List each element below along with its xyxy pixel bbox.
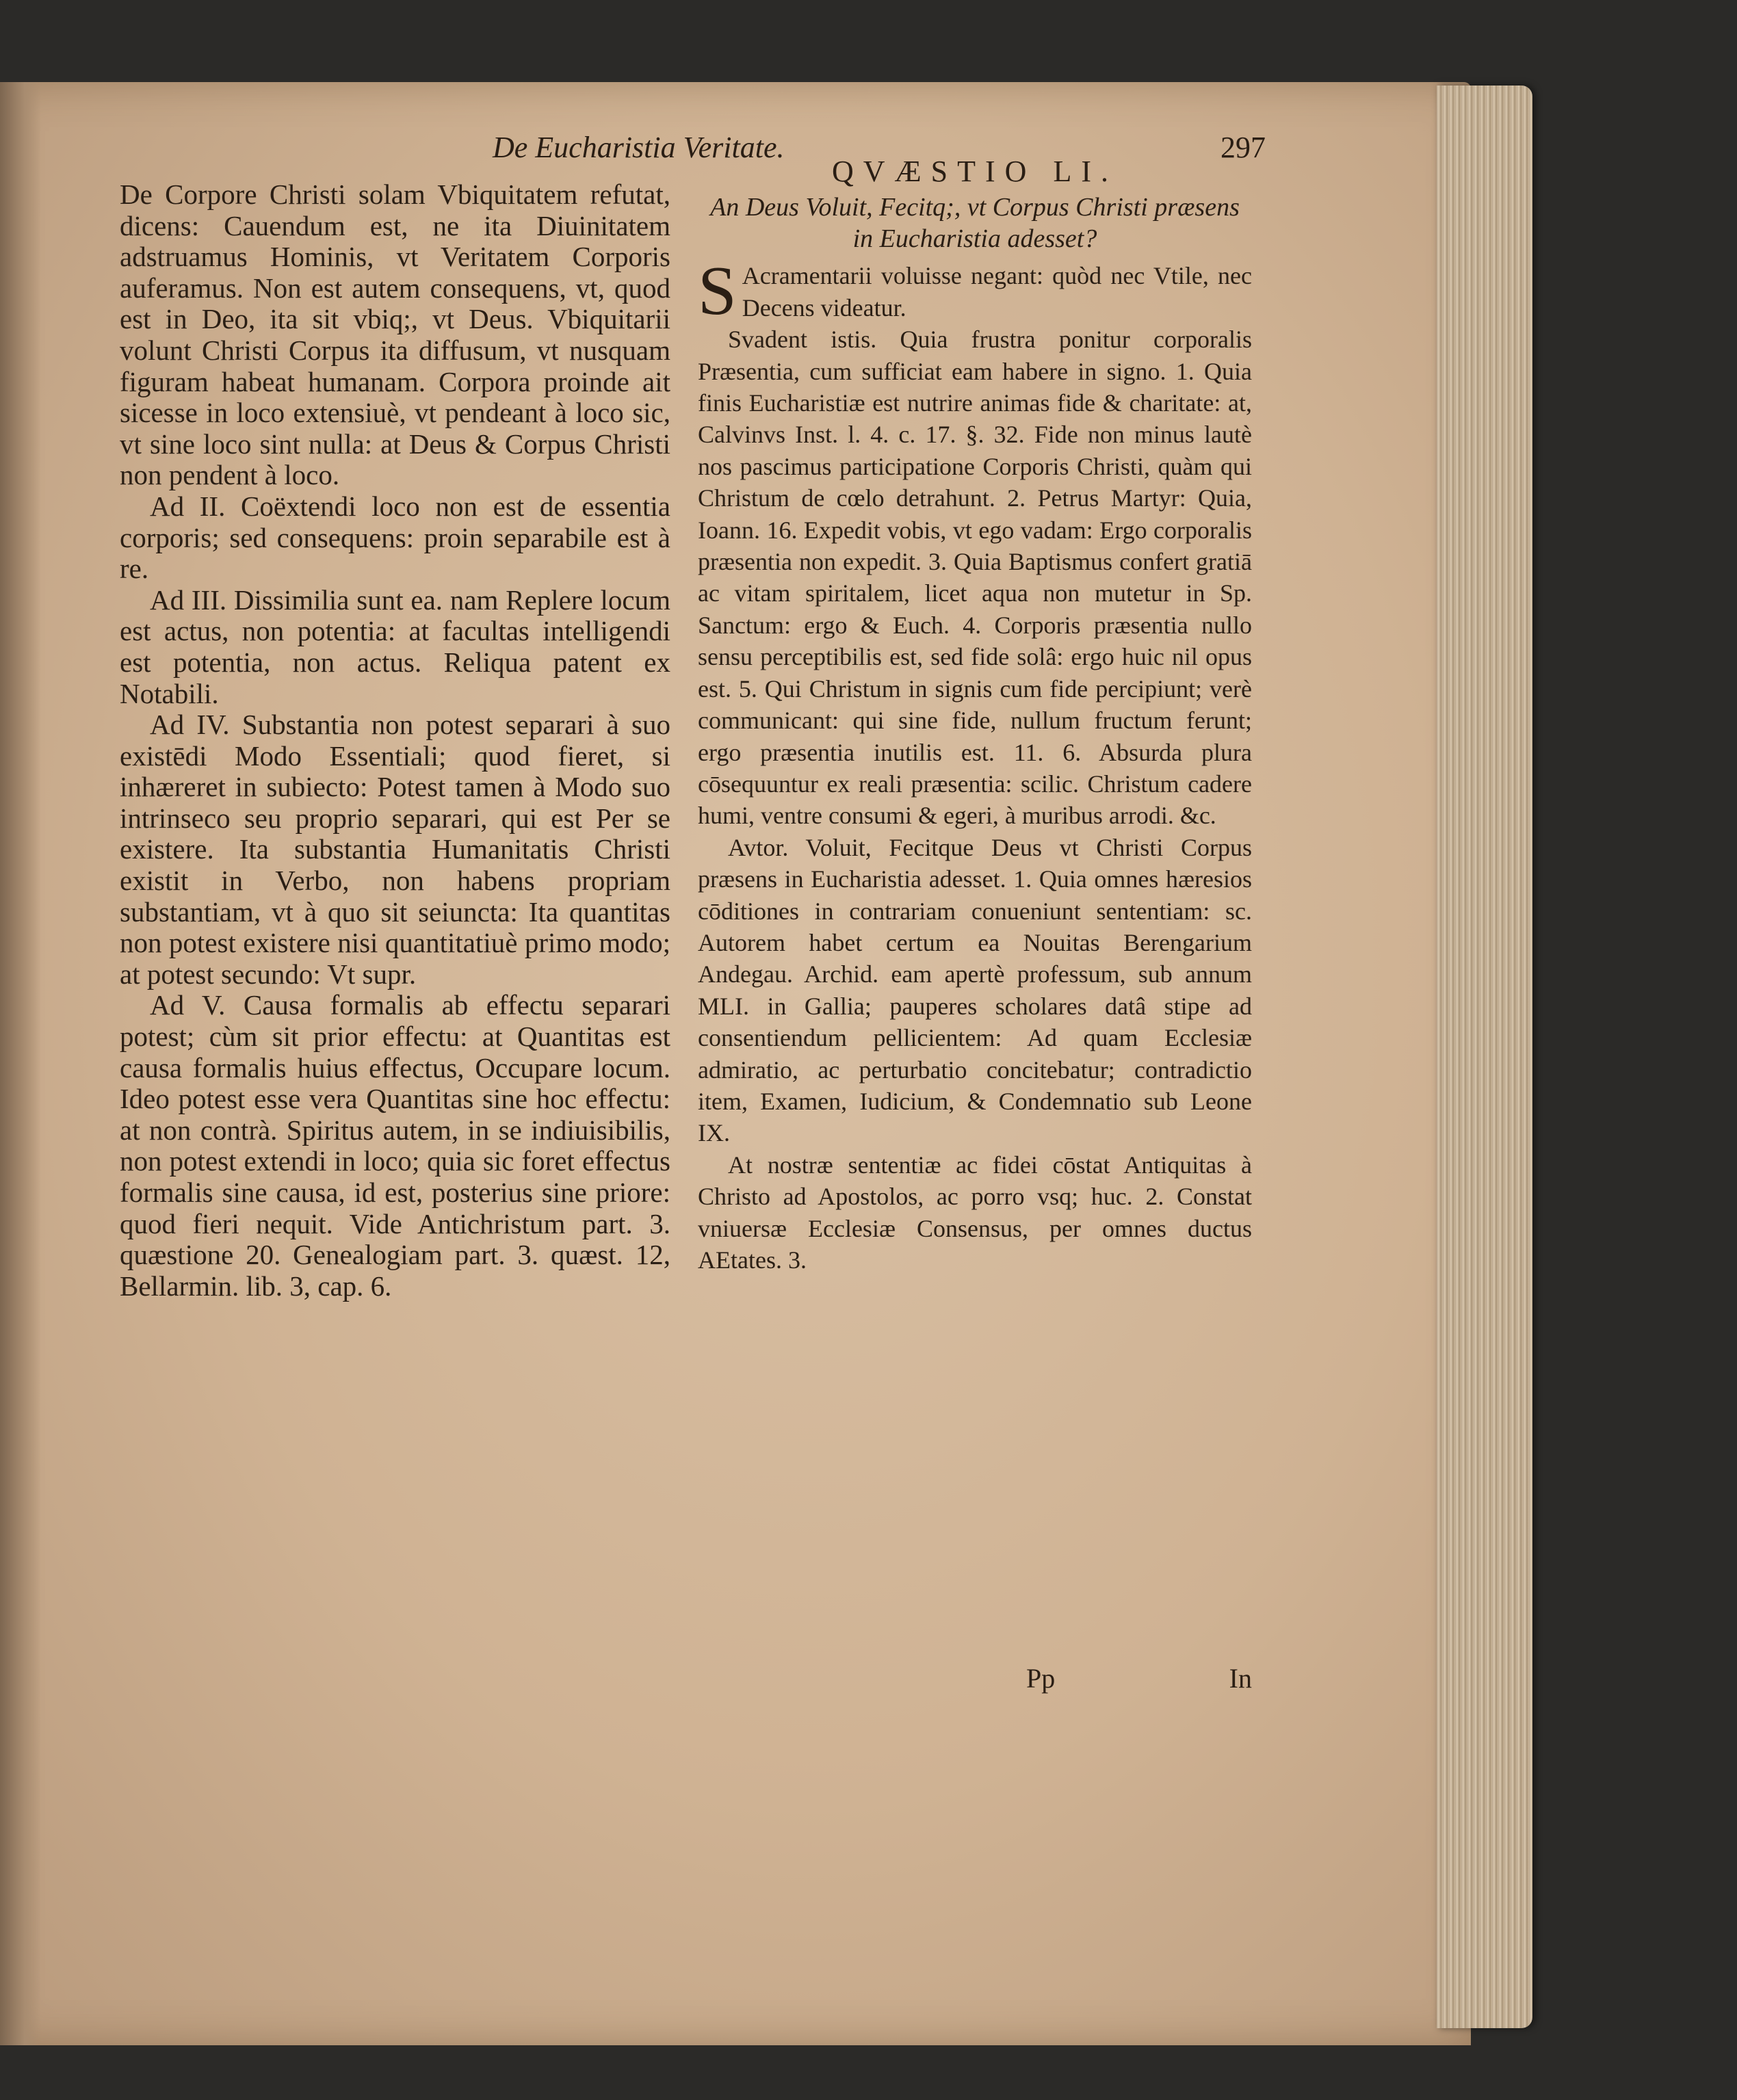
question-subtitle: An Deus Voluit, Fecitq;, vt Corpus Christi præsens in Eucharistia adesset? — [710, 193, 1240, 254]
right-paragraph-svadent: Svadent istis. Quia frustra ponitur corporalis Præsentia, cum sufficiat eam habere in signo. 1. Quia finis Eucharistiæ est nutrire animas fide & charitate: at, Calvinvs Inst. l. 4. c. 17. §. 32. Fide non minus lautè nos pascimus participatione Corporis Christi, quàm qui Christum de cœlo detrahunt. 2. Petrus Martyr: Quia, Ioann. 16. Expedit vobis, vt ego vadam: Ergo corporalis præsentia non expedit. 3. Quia Baptismus confert gratiā ac vitam spiritalem, licet aqua non mutetur in Sp. Sanctum: ergo & Euch. 4. Corporis præsentia nullo sensu perceptibilis est, sed fide solâ: ergo huic nil opus est. 5. Qui Christum in signis cum fide percipiunt; verè communicant: qui sine fide, nullum fructum ferunt; ergo præsentia inutilis est. 11. 6. Absurda plura cōsequuntur ex reali præsentia: scilic. Christum cadere humi, ventre consumi & egeri, à muribus arrodi. &c. — [698, 326, 1252, 830]
right-column — [698, 156, 1252, 1276]
right-paragraph-1-text: Acramentarii voluisse negant: quòd nec Vtile, nec Decens videatur. — [742, 262, 1252, 321]
left-column — [120, 179, 670, 1302]
page-footer — [698, 1662, 1252, 1696]
right-paragraph-avtor: Avtor. Voluit, Fecitque Deus vt Christi Corpus præsens in Eucharistia adesset. 1. Quia omnes hæresios cōditiones in contrariam conueniunt sententiam: sc. Autorem habet certum ea Nouitas Berengarium Andegau. Archid. eam apertè professum, sub annum MLI. in Gallia; pauperes scholares datâ stipe ad consentiendum pellicientem: Ad quam Ecclesiæ admiratio, ac perturbatio concitebatur; contradictio item, Examen, Iudicium, & Condemnatio sub Leone IX. — [698, 833, 1252, 1147]
book-gutter — [0, 82, 41, 2045]
right-paragraph-1 — [698, 252, 1252, 330]
running-title: De Eucharistia Veritate. — [493, 131, 785, 164]
catchword: In — [1229, 1663, 1252, 1694]
left-paragraph-ad-v: Ad V. Causa formalis ab effectu separari potest; cùm sit prior effectu: at Quantitas est causa formalis huius effectus, Occupare locum. Ideo potest esse vera Quantitas sine hoc effectu: at non contrà. Spiritus autem, in se indiuisibilis, non potest extendi in loco; quia sic foret effectus formalis sine causa, id est, posterius sine priore: quod fieri nequit. Vide Antichristum part. 3. quæstione 20. Genealogiam part. 3. quæst. 12, Bellarmin. lib. 3, cap. 6. — [120, 989, 670, 1302]
left-paragraph-1: De Corpore Christi solam Vbiquitatem refutat, dicens: Cauendum est, ne ita Diuinitatem adstruamus Hominis, vt Veritatem Corporis auferamus. Non est autem consequens, vt, quod est in Deo, ita sit vbiq;, vt Deus. Vbiquitarii volunt Christi Corpus ita diffusum, vt nusquam figuram habeat humanam. Corpora proinde ait sicesse in loco extensiuè, vt pendeant à loco sic, vt sine loco sint nulla: at Deus & Corpus Christi non pendent à loco. — [120, 179, 670, 491]
page-edges — [1437, 86, 1532, 2028]
signature-mark: Pp — [1026, 1663, 1056, 1694]
question-title: QVÆSTIO LI. — [832, 155, 1118, 188]
left-paragraph-ad-iii: Ad III. Dissimilia sunt ea. nam Replere locum est actus, non potentia: at facultas intelligendi est potentia, non actus. Reliqua patent ex Notabili. — [120, 583, 670, 709]
dropcap: S — [698, 252, 737, 330]
page-number: 297 — [1220, 131, 1266, 164]
right-paragraph-at-nostrae: At nostræ sententiæ ac fidei cōstat Antiquitas à Christo ad Apostolos, ac porro vsq; huc. 2. Constat vniuersæ Ecclesiæ Consensus, per omnes ductus AEtates. 3. — [698, 1151, 1252, 1274]
left-paragraph-ad-ii: Ad II. Coëxtendi loco non est de essentia corporis; sed consequens: proin separabile est à re. — [120, 490, 670, 585]
left-paragraph-ad-iv: Ad IV. Substantia non potest separari à suo existēdi Modo Essentiali; quod fieret, si inhæreret in subiecto: Potest tamen à Modo suo intrinseco seu proprio separari, qui est Per se existere. Ita substantia Humanitatis Christi existit in Verbo, non habens propriam substantiam, vt à quo sit seiuncta: Ita quantitas non potest existere nisi quantitatiuè primo modo; at potest secundo: Vt supr. — [120, 709, 670, 990]
